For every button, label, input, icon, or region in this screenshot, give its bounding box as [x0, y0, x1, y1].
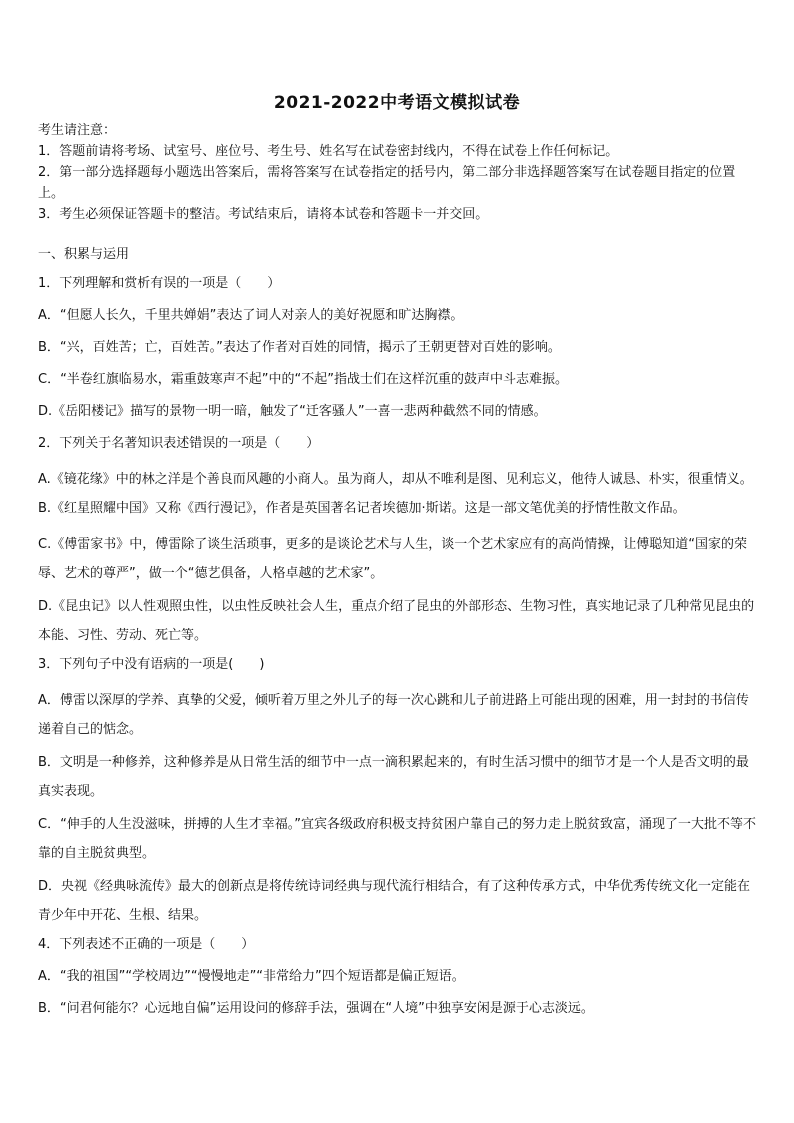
notice-item: 1．答题前请将考场、试室号、座位号、考生号、姓名写在试卷密封线内，不得在试卷上作任何标记。 [38, 144, 619, 159]
question-option: D.《昆虫记》以人性观照虫性，以虫性反映社会人生，重点介绍了昆虫的外部形态、生物习性，真实地记录了几种常见昆虫的本能、习性、劳动、死亡等。 [38, 599, 755, 643]
question-stem: 2．下列关于名著知识表述错误的一项是（ ） [38, 436, 320, 451]
question-option: C．“半卷红旗临易水，霜重鼓寒声不起”中的“不起”指战士们在这样沉重的鼓声中斗志难振。 [38, 372, 569, 387]
question-stem: 3．下列句子中没有语病的一项是( ) [38, 657, 265, 672]
question-option: A.《镜花缘》中的林之洋是个善良而风趣的小商人。虽为商人，却从不唯利是图、见利忘义，他待人诚恳、朴实，很重情义。 [38, 472, 753, 487]
question-option: B．“兴，百姓苦；亡，百姓苦。”表达了作者对百姓的同情，揭示了王朝更替对百姓的影响。 [38, 340, 561, 355]
question-stem: 1．下列理解和赏析有误的一项是（ ） [38, 276, 281, 291]
question-body [38, 244, 760, 1030]
question-option: B.《红星照耀中国》又称《西行漫记》，作者是英国著名记者埃德加·斯诺。这是一部文笔优美的抒情性散文作品。 [38, 501, 686, 516]
page-title: 2021-2022中考语文模拟试卷 [273, 93, 521, 113]
question-option: A．傅雷以深厚的学养、真挚的父爱，倾听着万里之外儿子的每一次心跳和儿子前进路上可能出现的困难，用一封封的书信传递着自己的惦念。 [38, 693, 749, 737]
notice-item: 3．考生必须保证答题卡的整洁。考试结束后，请将本试卷和答题卡一并交回。 [38, 207, 489, 222]
notice-item: 2．第一部分选择题每小题选出答案后，需将答案写在试卷指定的括号内，第二部分非选择题答案写在试卷题目指定的位置上。 [38, 165, 736, 201]
question-option: A．“但愿人长久，千里共婵娟”表达了词人对亲人的美好祝愿和旷达胸襟。 [38, 308, 464, 323]
question-option: C.《傅雷家书》中，傅雷除了谈生活琐事，更多的是谈论艺术与人生，谈一个艺术家应有的高尚情操，让傅聪知道“国家的荣辱、艺术的尊严”，做一个“德艺俱备，人格卓越的艺术家”。 [38, 537, 747, 581]
question-option: B．文明是一种修养，这种修养是从日常生活的细节中一点一滴积累起来的，有时生活习惯中的细节才是一个人是否文明的最真实表现。 [38, 755, 749, 799]
question-option: D.《岳阳楼记》描写的景物一明一暗，触发了“迁客骚人”一喜一悲两种截然不同的情感。 [38, 404, 547, 419]
section-heading: 一、积累与运用 [38, 247, 130, 262]
question-option: D．央视《经典咏流传》最大的创新点是将传统诗词经典与现代流行相结合，有了这种传承方式，中华优秀传统文化一定能在青少年中开花、生根、结果。 [38, 879, 751, 923]
question-stem: 4．下列表述不正确的一项是（ ） [38, 937, 255, 952]
candidate-notice [38, 120, 760, 225]
notice-heading: 考生请注意： [38, 123, 117, 138]
question-option: C．“伸手的人生没滋味，拼搏的人生才幸福。”宜宾各级政府积极支持贫困户靠自己的努力走上脱贫致富，涌现了一大批不等不靠的自主脱贫典型。 [38, 817, 757, 861]
question-option: A．“我的祖国”“学校周边”“慢慢地走”“非常给力”四个短语都是偏正短语。 [38, 969, 465, 984]
question-option: B．“问君何能尔？心远地自偏”运用设问的修辞手法，强调在“人境”中独享安闲是源于心志淡远。 [38, 1001, 594, 1016]
